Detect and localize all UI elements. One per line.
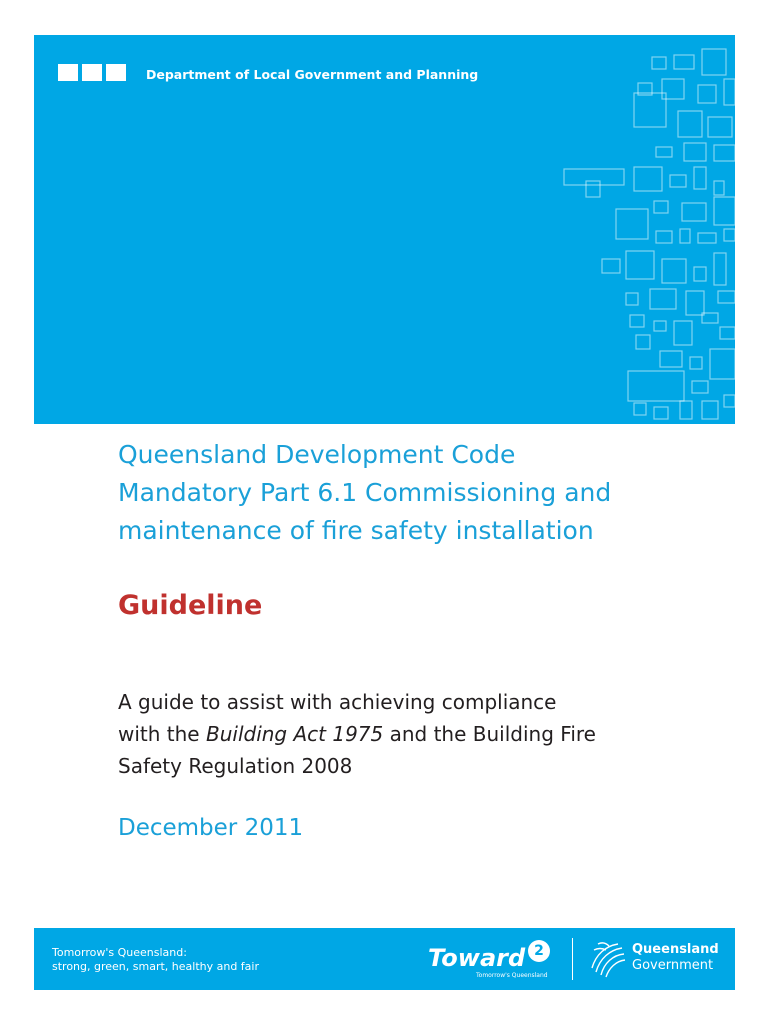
queensland-name: Queensland: [632, 942, 719, 957]
subtitle-with-the: with the: [118, 722, 200, 746]
footer-divider: [572, 938, 573, 980]
department-name: Department of Local Government and Planning: [146, 67, 479, 82]
toward-word: Toward: [428, 944, 526, 972]
title-line-2: Mandatory Part 6.1 Commissioning and: [118, 478, 612, 507]
subtitle-line-3: Safety Regulation 2008: [118, 754, 353, 778]
document-type: Guideline: [118, 590, 263, 621]
document-subtitle: [118, 686, 678, 782]
toward-tagline: Tomorrow's Queensland: [476, 972, 548, 979]
government-label: Government: [632, 958, 714, 973]
document-title: [118, 436, 678, 550]
title-line-3: maintenance of fire safety installation: [118, 516, 594, 545]
subtitle-line-1: A guide to assist with achieving compliance: [118, 690, 557, 714]
footer-band: [34, 928, 735, 990]
toward-number: 2: [528, 940, 550, 962]
square-pattern-decoration: [34, 35, 735, 424]
header-band: [34, 35, 735, 424]
queensland-crest-icon: [588, 938, 628, 980]
footer-tagline-1: Tomorrow's Queensland:: [52, 946, 187, 959]
title-line-1: Queensland Development Code: [118, 440, 516, 469]
toward-q2-logo: [428, 938, 558, 984]
publication-date: December 2011: [118, 815, 304, 841]
footer-tagline-2: strong, green, smart, healthy and fair: [52, 960, 259, 973]
building-act-title: Building Act 1975: [205, 722, 384, 746]
subtitle-and-the: and the Building Fire: [389, 722, 596, 746]
